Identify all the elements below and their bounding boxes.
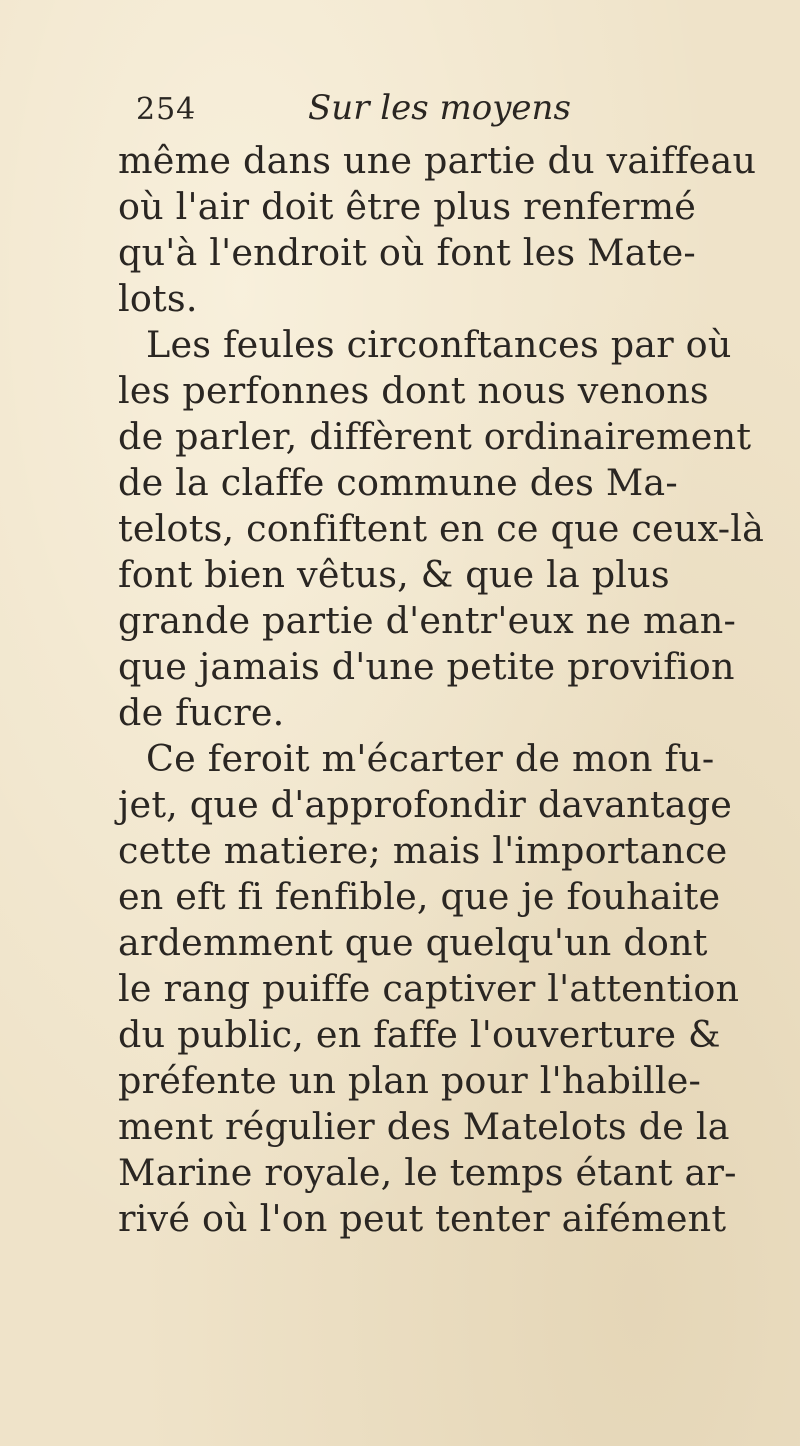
text-line: les perfonnes dont nous venons: [118, 369, 709, 412]
text-line: grande partie d'entr'eux ne man-: [118, 599, 737, 642]
running-title: Sur les moyens: [308, 88, 571, 128]
text-line: préfente un plan pour l'habille-: [118, 1059, 702, 1102]
text-line: lots.: [118, 277, 198, 320]
page-number: 254: [136, 92, 197, 127]
text-line: Marine royale, le temps étant ar-: [118, 1151, 737, 1194]
text-line: ment régulier des Matelots de la: [118, 1105, 730, 1148]
text-line: ardemment que quelqu'un dont: [118, 921, 708, 964]
text-line: où l'air doit être plus renfermé: [118, 185, 697, 228]
text-line: de fucre.: [118, 691, 285, 734]
text-line: rivé où l'on peut tenter aifément: [118, 1197, 727, 1240]
text-line: font bien vêtus, & que la plus: [118, 553, 670, 596]
text-line: Ce feroit m'écarter de mon fu-: [146, 737, 715, 780]
text-line: que jamais d'une petite provifion: [118, 645, 735, 688]
text-line: telots, confiftent en ce que ceux-là: [118, 507, 765, 550]
page-header: [130, 88, 690, 132]
text-line: jet, que d'approfondir davantage: [118, 783, 733, 826]
text-line: en eft fi fenfible, que je fouhaite: [118, 875, 721, 918]
text-line: du public, en faffe l'ouverture &: [118, 1013, 721, 1056]
text-line: Les feules circonftances par où: [146, 323, 732, 366]
text-line: qu'à l'endroit où font les Mate-: [118, 231, 696, 274]
text-line: cette matiere; mais l'importance: [118, 829, 728, 872]
text-line: de la claffe commune des Ma-: [118, 461, 678, 504]
text-line: de parler, diffèrent ordinairement: [118, 415, 752, 458]
text-line: le rang puiffe captiver l'attention: [118, 967, 740, 1010]
body-text: [118, 138, 765, 1242]
text-line: même dans une partie du vaiffeau: [118, 139, 757, 182]
